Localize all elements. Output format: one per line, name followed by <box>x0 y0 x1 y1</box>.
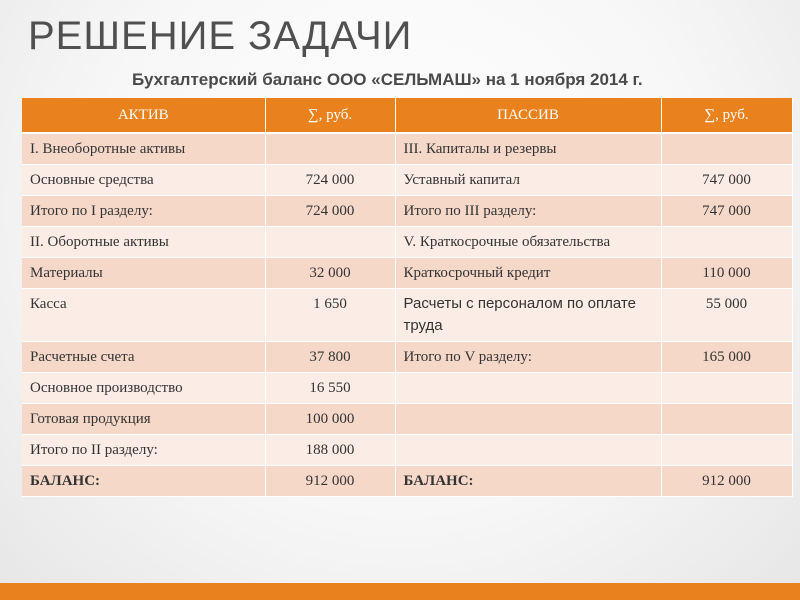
table-row <box>22 404 792 435</box>
liability-cell: V. Краткосрочные обязательства <box>395 227 661 258</box>
asset-sum-cell: 32 000 <box>265 258 395 289</box>
liability-cell <box>395 404 661 435</box>
asset-sum-cell: 100 000 <box>265 404 395 435</box>
liability-cell <box>395 373 661 404</box>
table-row <box>22 258 792 289</box>
asset-cell: II. Оборотные активы <box>22 227 265 258</box>
liability-cell: Итого по III разделу: <box>395 196 661 227</box>
liability-sum-cell <box>661 404 792 435</box>
asset-cell: Основные средства <box>22 165 265 196</box>
table-row <box>22 435 792 466</box>
liability-sum-cell <box>661 435 792 466</box>
liability-sum-cell <box>661 373 792 404</box>
liability-cell: Краткосрочный кредит <box>395 258 661 289</box>
table-row <box>22 289 792 342</box>
page-title: РЕШЕНИЕ ЗАДАЧИ <box>28 14 413 58</box>
asset-sum-cell <box>265 133 395 165</box>
asset-sum-cell: 724 000 <box>265 165 395 196</box>
asset-total-sum: 912 000 <box>265 466 395 497</box>
liability-cell: III. Капиталы и резервы <box>395 133 661 165</box>
asset-sum-cell: 724 000 <box>265 196 395 227</box>
liability-sum-cell: 110 000 <box>661 258 792 289</box>
liability-cell <box>395 435 661 466</box>
table-row <box>22 165 792 196</box>
liability-total-sum: 912 000 <box>661 466 792 497</box>
header-row <box>22 98 792 133</box>
header-assets: АКТИВ <box>22 98 265 133</box>
asset-cell: Готовая продукция <box>22 404 265 435</box>
asset-cell: Касса <box>22 289 265 342</box>
table-row <box>22 342 792 373</box>
asset-cell: Итого по I разделу: <box>22 196 265 227</box>
asset-cell: I. Внеоборотные активы <box>22 133 265 165</box>
asset-sum-cell: 37 800 <box>265 342 395 373</box>
asset-cell: Расчетные счета <box>22 342 265 373</box>
liability-sum-cell: 747 000 <box>661 196 792 227</box>
asset-sum-cell: 1 650 <box>265 289 395 342</box>
liability-sum-cell: 747 000 <box>661 165 792 196</box>
header-assets-sum: ∑, руб. <box>265 98 395 133</box>
asset-sum-cell: 188 000 <box>265 435 395 466</box>
liability-sum-cell <box>661 133 792 165</box>
bottom-accent-bar <box>0 583 800 600</box>
asset-cell: Основное производство <box>22 373 265 404</box>
table-row <box>22 196 792 227</box>
asset-sum-cell <box>265 227 395 258</box>
header-liabilities: ПАССИВ <box>395 98 661 133</box>
liability-cell: Уставный капитал <box>395 165 661 196</box>
liability-cell: Расчеты с персоналом по оплате труда <box>395 289 661 342</box>
balance-table <box>22 98 793 497</box>
asset-total-label: БАЛАНС: <box>22 466 265 497</box>
liability-total-label: БАЛАНС: <box>395 466 661 497</box>
balance-total-row <box>22 466 792 497</box>
liability-sum-cell: 165 000 <box>661 342 792 373</box>
liability-sum-cell <box>661 227 792 258</box>
table-row <box>22 133 792 165</box>
asset-sum-cell: 16 550 <box>265 373 395 404</box>
table-row <box>22 227 792 258</box>
liability-cell: Итого по V разделу: <box>395 342 661 373</box>
asset-cell: Итого по II разделу: <box>22 435 265 466</box>
asset-cell: Материалы <box>22 258 265 289</box>
subtitle: Бухгалтерский баланс ООО «СЕЛЬМАШ» на 1 ноября 2014 г. <box>132 70 643 89</box>
liability-sum-cell: 55 000 <box>661 289 792 342</box>
header-liabilities-sum: ∑, руб. <box>661 98 792 133</box>
table-row <box>22 373 792 404</box>
